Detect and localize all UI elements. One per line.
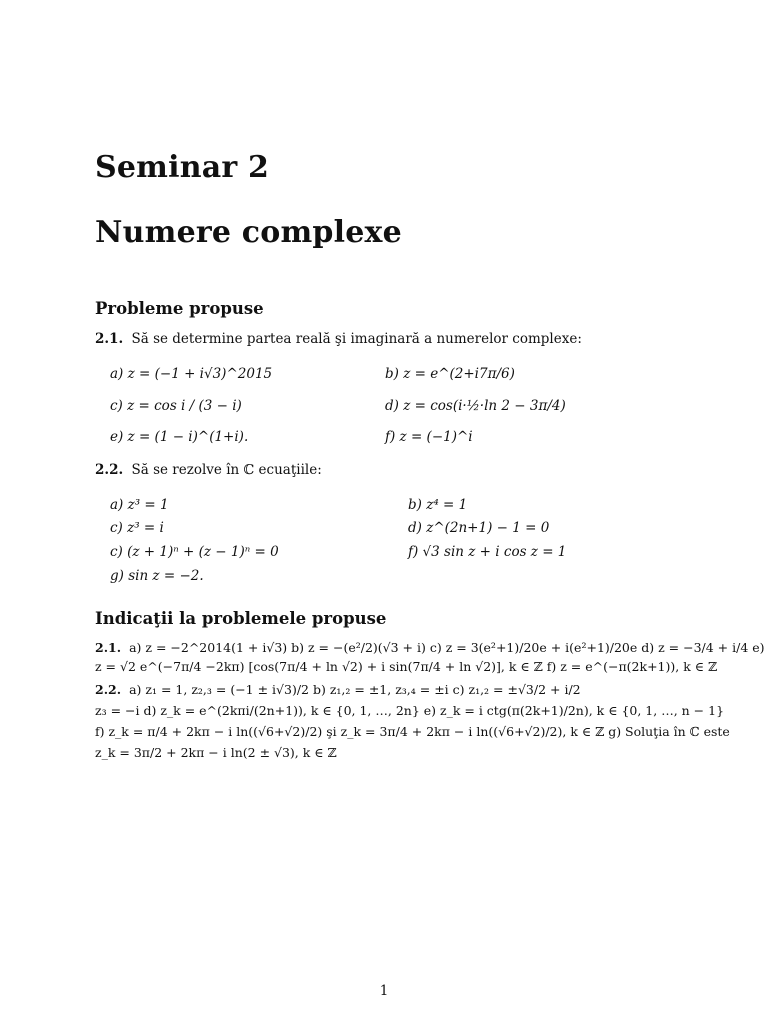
problem-2-1-item-a: a) z = (−1 + i√3)^2015 xyxy=(110,366,273,382)
problem-2-2-item-c: c) z³ = i xyxy=(110,520,164,536)
problem-2-1-item-f: f) z = (−1)^i xyxy=(385,429,473,445)
page-title: Seminar 2 xyxy=(95,150,270,185)
problem-2-2-item-d: d) z^(2n+1) − 1 = 0 xyxy=(408,520,550,536)
problem-2-1-item-c: c) z = cos i / (3 − i) xyxy=(110,398,242,414)
problem-number: 2.2. xyxy=(95,462,124,478)
hint-text: a) z = −2^2014(1 + i√3) b) z = −(e²/2)(√3 + i) c) z = 3(e²+1)/20e + i(e²+1)/20e d) z = −3/4 + i/4 e) xyxy=(129,640,765,655)
hint-2-2-line-3: f) z_k = π/4 + 2kπ − i ln((√6+√2)/2) şi z_k = 3π/4 + 2kπ − i ln((√6+√2)/2), k ∈ ℤ g) Soluţia în ℂ este xyxy=(95,724,730,739)
problem-2-1-item-e: e) z = (1 − i)^(1+i). xyxy=(110,429,249,445)
problem-2-2-item-b: b) z⁴ = 1 xyxy=(408,497,468,513)
page-number: 1 xyxy=(379,983,389,999)
hint-number: 2.2. xyxy=(95,682,122,697)
hint-2-2-line-2: z₃ = −i d) z_k = e^(2kπi/(2n+1)), k ∈ {0, 1, …, 2n} e) z_k = i ctg(π(2k+1)/2n), k ∈ {0, 1, …, n − 1} xyxy=(95,703,725,718)
problem-2-1-item-d: d) z = cos(i·½·ln 2 − 3π/4) xyxy=(385,398,566,414)
hint-2-1-line-2: z = √2 e^(−7π/4 −2kπ) [cos(7π/4 + ln √2) + i sin(7π/4 + ln √2)], k ∈ ℤ f) z = e^(−π(2k+1)), k ∈ ℤ xyxy=(95,659,718,674)
hint-2-1-line-1 xyxy=(95,640,765,655)
hint-text: a) z₁ = 1, z₂,₃ = (−1 ± i√3)/2 b) z₁,₂ = ±1, z₃,₄ = ±i c) z₁,₂ = ±√3/2 + i/2 xyxy=(129,682,581,697)
problem-text: Să se rezolve în ℂ ecuaţiile: xyxy=(131,462,322,478)
problem-2-1-item-b: b) z = e^(2+i7π/6) xyxy=(385,366,515,382)
page-subtitle: Numere complexe xyxy=(95,215,402,250)
problem-number: 2.1. xyxy=(95,331,124,347)
hint-number: 2.1. xyxy=(95,640,122,655)
problem-2-2-item-g: g) sin z = −2. xyxy=(110,568,204,584)
problem-2-1-statement xyxy=(95,331,582,347)
problem-2-2-item-c2: c) (z + 1)ⁿ + (z − 1)ⁿ = 0 xyxy=(110,544,279,560)
problem-2-2-statement xyxy=(95,462,322,478)
problem-text: Să se determine partea reală şi imaginară a numerelor complexe: xyxy=(131,331,582,347)
hint-2-2-line-1 xyxy=(95,682,673,697)
section-heading-hints: Indicaţii la problemele propuse xyxy=(95,609,387,628)
problem-2-2-item-a: a) z³ = 1 xyxy=(110,497,169,513)
section-heading-problems: Probleme propuse xyxy=(95,299,264,318)
problem-2-2-item-f: f) √3 sin z + i cos z = 1 xyxy=(408,544,567,560)
hint-2-2-line-4: z_k = 3π/2 + 2kπ − i ln(2 ± √3), k ∈ ℤ xyxy=(95,745,337,760)
